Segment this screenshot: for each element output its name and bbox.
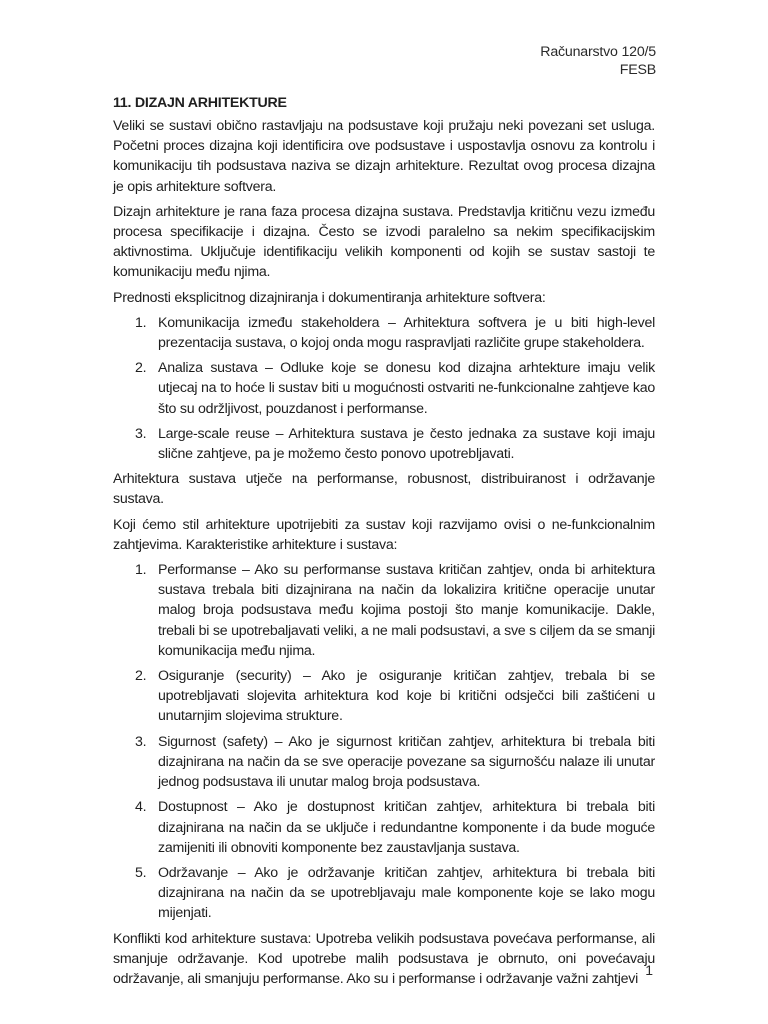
list-item-text: Sigurnost (safety) – Ako je sigurnost kritičan zahtjev, arhitektura bi trebala biti dizajnirana na način da se sve operacije povezane sa sigurnošću nalaze ili unutar jednog podsustava ili unutar malog broja podsustava. xyxy=(158,733,655,791)
list-item xyxy=(113,560,655,661)
list-item-text: Large-scale reuse – Arhitektura sustava je često jednaka za sustave koji imaju slične zahtjeve, pa je možemo često ponovo upotrebljavati. xyxy=(158,425,655,463)
page-content xyxy=(113,93,655,994)
list-item xyxy=(113,313,655,353)
list-item-text: Dostupnost – Ako je dostupnost kritičan zahtjev, arhitektura bi trebala biti dizajnirana na način da se uključe i redundantne komponente i da bude moguće zamijeniti ili obnoviti komponente bez zaustavljanja sustava. xyxy=(158,799,655,856)
list-item-number: 2. xyxy=(135,668,147,685)
list-item xyxy=(113,424,655,464)
advantages-list xyxy=(113,313,655,464)
list-item-number: 4. xyxy=(135,799,147,816)
list-item-number: 1. xyxy=(135,562,147,579)
list-item xyxy=(113,358,655,419)
list-item-text: Analiza sustava – Odluke koje se donesu kod dizajna arhtekture imaju velik utjecaj na to hoće li sustav biti u mogućnosti ostvariti ne-funkcionalne zahtjeve kao što su održljivost, pouzdanost i performanse. xyxy=(158,360,655,417)
header-course: Računarstvo 120/5 xyxy=(540,44,656,60)
section-title: 11. DIZAJN ARHITEKTURE xyxy=(113,95,287,111)
list-item xyxy=(113,797,655,858)
paragraph-conflicts: Konflikti kod arhitekture sustava: Upotreba velikih podsustava povećava performanse, ali smanjuje održavanje. Kod upotrebe malih podsustava je obrnuto, oni povećavaju održavanje, ali smanjuju performanse. Ako su i performanse i održavanje važni zahtjevi xyxy=(113,930,655,987)
list-item xyxy=(113,666,655,727)
list-item xyxy=(113,863,655,924)
paragraph-architecture-impact: Arhitektura sustava utječe na performanse, robusnost, distribuiranost i održavanje sustava. xyxy=(113,471,655,508)
list-item-number: 1. xyxy=(135,314,147,331)
header-institution: FESB xyxy=(619,62,656,78)
list-item-number: 2. xyxy=(135,360,147,377)
list-item-text: Održavanje – Ako je održavanje kritičan zahtjev, arhitektura bi trebala biti dizajnirana na način da se upotrebljavaju male komponente koje se lako mogu mijenjati. xyxy=(158,864,655,922)
paragraph-advantages-lead: Prednosti eksplicitnog dizajniranja i dokumentiranja arhitekture softvera: xyxy=(113,289,546,306)
list-item-text: Komunikacija između stakeholdera – Arhitektura softvera je u biti high-level prezentacija sustava, o kojoj onda mogu raspravljati različite grupe stakeholdera. xyxy=(158,314,655,352)
paragraph-intro: Veliki se sustavi obično rastavljaju na podsustave koji pružaju neki povezani set usluga. Početni proces dizajna koji identificira ove podsustave i uspostavlja osnovu za kontrolu i komunikaciju tih podsustava naziva se dizajn arhitekture. Rezultat ovog procesa dizajna je opis arhitekture softvera. xyxy=(113,118,655,195)
list-item-text: Performanse – Ako su performanse sustava kritičan zahtjev, onda bi arhitektura sustava trebala biti dizajnirana na način da lokalizira kritične operacije unutar malog broja podsustava među kojima postoji što manje komunikacije. Dakle, trebali bi se upotrebaljavati veliki, a ne mali podsustavi, a sve s ciljem da se smanji komunikacija među njima. xyxy=(158,562,655,659)
list-item xyxy=(113,732,655,793)
list-item-text: Osiguranje (security) – Ako je osiguranje kritičan zahtjev, trebala bi se upotrebljavati slojevita arhitektura kod koje bi kritični odsječci bili zaštićeni u unutarnjim slojevima strukture. xyxy=(158,668,655,725)
list-item-number: 3. xyxy=(135,425,147,442)
paragraph-architecture-design: Dizajn arhitekture je rana faza procesa dizajna sustava. Predstavlja kritičnu vezu između procesa specifikacije i dizajna. Često se izvodi paralelno sa nekim specifikacijskim aktivnostima. Uključuje identifikaciju velikih komponenti od kojih se sustav sastoji te komunikaciju među njima. xyxy=(113,203,655,281)
page-number: 1 xyxy=(645,962,653,978)
page-header xyxy=(540,43,656,79)
list-item-number: 5. xyxy=(135,864,147,881)
characteristics-list xyxy=(113,560,655,923)
list-item-number: 3. xyxy=(135,733,147,750)
paragraph-characteristics-lead: Koji ćemo stil arhitekture upotrijebiti za sustav koji razvijamo ovisi o ne-funkcionalnim zahtjevima. Karakteristike arhitekture i sustava: xyxy=(113,516,655,553)
